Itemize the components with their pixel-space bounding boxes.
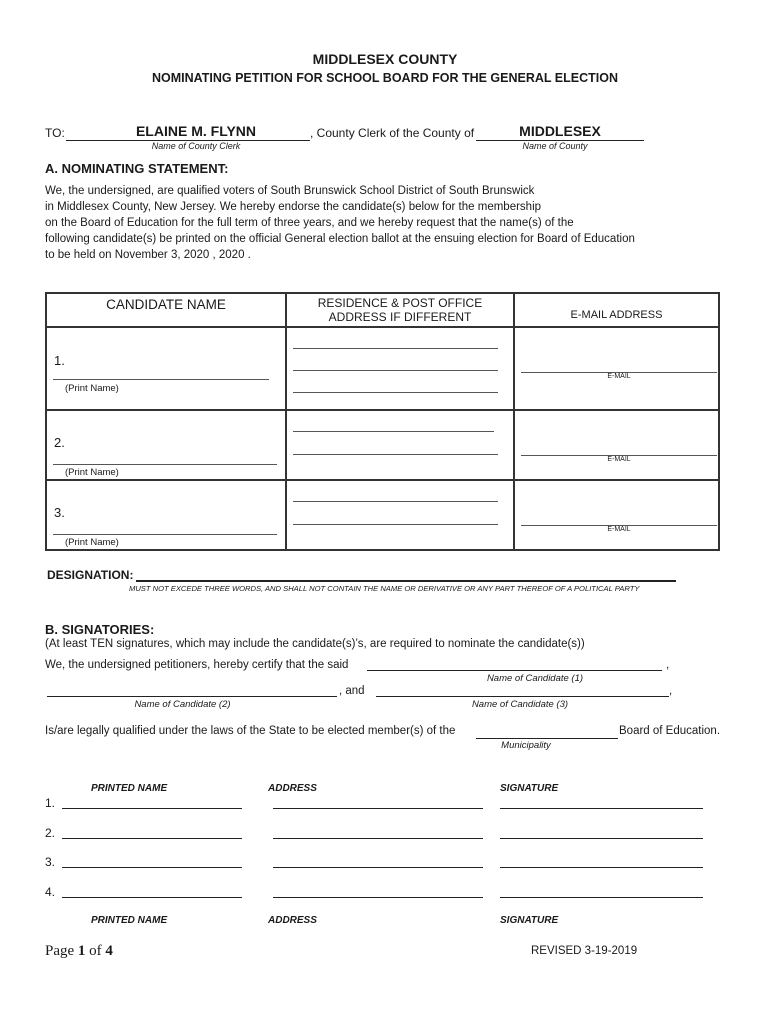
county-name-caption: Name of County bbox=[522, 141, 588, 151]
print-name-line[interactable] bbox=[53, 464, 277, 465]
residence-line[interactable] bbox=[293, 524, 498, 525]
printed-name-field[interactable] bbox=[62, 867, 242, 868]
statement-line: in Middlesex County, New Jersey. We hereby endorse the candidate(s) below for the membership bbox=[45, 201, 542, 213]
candidate-1-field[interactable] bbox=[367, 670, 662, 671]
comma: , bbox=[669, 685, 673, 697]
revised-date: REVISED 3-19-2019 bbox=[531, 945, 638, 957]
col-signature-footer: SIGNATURE bbox=[500, 915, 559, 926]
signature-row-number: 2. bbox=[45, 826, 56, 840]
printed-name-field[interactable] bbox=[62, 838, 242, 839]
comma: , bbox=[666, 659, 670, 671]
address-field[interactable] bbox=[273, 897, 483, 898]
statement-line: on the Board of Education for the full term of three years, and we hereby request that the name(s) of the bbox=[45, 217, 574, 229]
printed-name-field[interactable] bbox=[62, 897, 242, 898]
col-signature: SIGNATURE bbox=[500, 783, 559, 794]
address-field[interactable] bbox=[273, 808, 483, 809]
col-address-footer: ADDRESS bbox=[268, 915, 317, 926]
email-caption: E-MAIL bbox=[607, 456, 631, 463]
clerk-name-caption: Name of County Clerk bbox=[151, 141, 241, 151]
county-name[interactable]: MIDDLESEX bbox=[519, 123, 601, 139]
candidate-1-caption: Name of Candidate (1) bbox=[486, 673, 584, 684]
candidate-2-field[interactable] bbox=[47, 696, 337, 697]
clerk-name[interactable]: ELAINE M. FLYNN bbox=[135, 123, 257, 139]
print-name-caption: (Print Name) bbox=[65, 467, 119, 478]
signature-row-number: 3. bbox=[45, 855, 56, 869]
candidate-number: 2. bbox=[54, 435, 65, 450]
candidate-table bbox=[45, 292, 720, 551]
email-caption: E-MAIL bbox=[607, 526, 631, 533]
candidate-row bbox=[46, 410, 719, 480]
nominating-statement bbox=[45, 183, 635, 263]
candidate-number: 1. bbox=[54, 353, 65, 368]
email-cell[interactable] bbox=[514, 410, 719, 480]
residence-line[interactable] bbox=[293, 431, 494, 432]
candidate-name-cell[interactable] bbox=[46, 327, 286, 410]
print-name-line[interactable] bbox=[53, 379, 269, 380]
municipality-field[interactable] bbox=[476, 738, 618, 739]
signature-field[interactable] bbox=[500, 867, 703, 868]
designation-note: MUST NOT EXCEDE THREE WORDS, AND SHALL NOT CONTAIN THE NAME OR DERIVATIVE OR ANY PART THEREOF OF A POLITICAL PARTY bbox=[129, 584, 640, 593]
and-text: , and bbox=[339, 685, 365, 697]
candidate-number: 3. bbox=[54, 505, 65, 520]
designation-field[interactable] bbox=[136, 580, 676, 582]
statement-line: to be held on November 3, 2020 , 2020 . bbox=[45, 249, 251, 261]
signature-field[interactable] bbox=[500, 808, 703, 809]
form-title: MIDDLESEX COUNTY bbox=[312, 51, 458, 67]
qualified-text: Is/are legally qualified under the laws of the State to be elected member(s) of the bbox=[45, 725, 456, 737]
designation-label: DESIGNATION: bbox=[47, 568, 134, 582]
residence-line[interactable] bbox=[293, 454, 498, 455]
signatures-requirement: (At least TEN signatures, which may include the candidate(s)’s, are required to nominate the candidate(s)) bbox=[45, 638, 585, 650]
email-cell[interactable] bbox=[514, 480, 719, 550]
signature-field[interactable] bbox=[500, 897, 703, 898]
to-label: TO: bbox=[45, 126, 65, 140]
candidate-name-cell[interactable] bbox=[46, 410, 286, 480]
col-address: ADDRESS bbox=[268, 783, 317, 794]
candidate-name-cell[interactable] bbox=[46, 480, 286, 550]
certify-text: We, the undersigned petitioners, hereby certify that the said bbox=[45, 659, 349, 671]
residence-line[interactable] bbox=[293, 370, 498, 371]
signature-row-number: 1. bbox=[45, 796, 56, 810]
address-field[interactable] bbox=[273, 838, 483, 839]
signature-field[interactable] bbox=[500, 838, 703, 839]
form-subtitle: NOMINATING PETITION FOR SCHOOL BOARD FOR THE GENERAL ELECTION bbox=[152, 71, 618, 85]
header-candidate-name: CANDIDATE NAME bbox=[46, 293, 286, 327]
header-residence: RESIDENCE & POST OFFICE ADDRESS IF DIFFERENT bbox=[286, 293, 514, 327]
candidate-table-header bbox=[46, 293, 719, 327]
residence-cell[interactable] bbox=[286, 410, 514, 480]
candidate-3-caption: Name of Candidate (3) bbox=[471, 699, 569, 710]
col-printed-name-footer: PRINTED NAME bbox=[91, 915, 168, 926]
candidate-2-caption: Name of Candidate (2) bbox=[134, 699, 231, 710]
statement-line: following candidate(s) be printed on the official General election ballot at the ensuing election for Board of Education bbox=[45, 233, 635, 245]
signature-row-number: 4. bbox=[45, 885, 56, 899]
county-clerk-text: , County Clerk of the County of bbox=[310, 126, 475, 140]
page-number: Page 1 of 4 bbox=[45, 943, 113, 959]
residence-cell[interactable] bbox=[286, 327, 514, 410]
candidate-row bbox=[46, 327, 719, 410]
address-field[interactable] bbox=[273, 867, 483, 868]
board-text: Board of Education. bbox=[619, 725, 721, 737]
print-name-caption: (Print Name) bbox=[65, 537, 119, 548]
section-a-heading: A. NOMINATING STATEMENT: bbox=[45, 161, 229, 176]
candidate-3-field[interactable] bbox=[376, 696, 669, 697]
section-b-heading: B. SIGNATORIES: bbox=[45, 622, 155, 637]
candidate-row bbox=[46, 480, 719, 550]
residence-line[interactable] bbox=[293, 501, 498, 502]
municipality-caption: Municipality bbox=[501, 740, 551, 751]
print-name-caption: (Print Name) bbox=[65, 383, 119, 394]
email-cell[interactable] bbox=[514, 327, 719, 410]
residence-line[interactable] bbox=[293, 348, 498, 349]
residence-cell[interactable] bbox=[286, 480, 514, 550]
header-email: E-MAIL ADDRESS bbox=[514, 293, 719, 327]
statement-line: We, the undersigned, are qualified voters of South Brunswick School District of South Brunswick bbox=[45, 185, 535, 197]
email-caption: E-MAIL bbox=[607, 373, 631, 380]
col-printed-name: PRINTED NAME bbox=[91, 783, 168, 794]
residence-line[interactable] bbox=[293, 392, 498, 393]
printed-name-field[interactable] bbox=[62, 808, 242, 809]
print-name-line[interactable] bbox=[53, 534, 277, 535]
